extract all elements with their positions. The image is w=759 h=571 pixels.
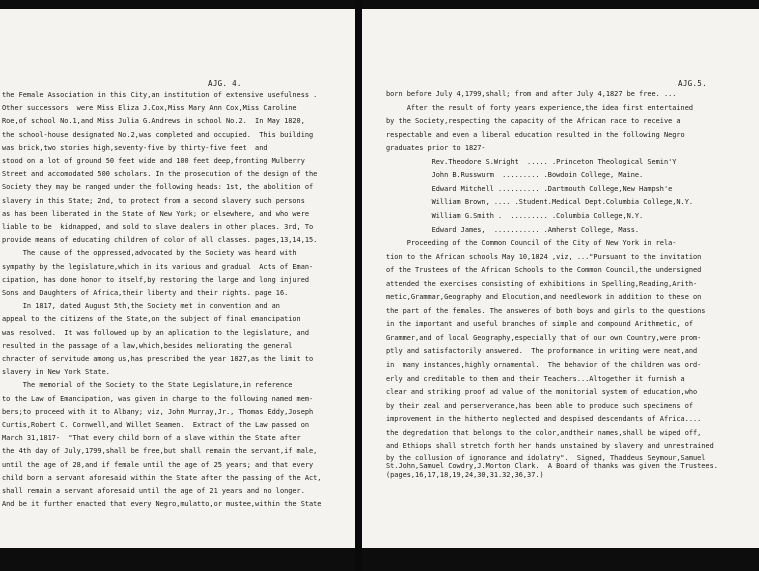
text-line: bers;to proceed with it to Albany; viz, John Murray,Jr., Thomas Eddy,Joseph	[2, 407, 314, 416]
text-line: and Ethiops shall stretch forth her hands unstained by slavery and unrestrained	[386, 442, 714, 451]
text-line: by the Society,respecting the capacity of the African race to receive a	[386, 117, 681, 126]
text-line: child born a servant aforesaid within the State after the passing of the Act,	[2, 473, 322, 482]
text-line: St.John,Samuel Cowdry,J.Morton Clark. A Board of thanks was given the Trustees.	[386, 462, 718, 471]
text-line: Curtis,Robert C. Cornwell,and Willet Seamen. Extract of the Law passed on	[2, 421, 309, 429]
text-line: Roe,of school No.1,and Miss Julia G.Andrews in school No.2. In May 1820,	[2, 117, 305, 126]
text-line: the degredation that belongs to the color,andtheir names,shall be wiped off,	[386, 428, 702, 437]
text-line: born before July 4,1799,shall; from and after July 4,1827 be free. ...	[386, 90, 677, 98]
text-line: the Female Association in this City,an institution of extensive usefulness .	[2, 91, 318, 99]
text-line: Sons and Daughters of Africa,their liberty and their rights. page 16.	[2, 289, 289, 297]
text-line: appeal to the citizens of the State,on the subject of final emancipation	[2, 315, 301, 324]
text-line: Edward James, ........... .Amherst College, Mass.	[386, 225, 640, 234]
text-line: The cause of the oppressed,advocated by the Society was heard with	[2, 249, 297, 258]
text-line: After the result of forty years experience,the idea first entertained	[386, 103, 693, 112]
text-line: The memorial of the Society to the State Legislature,in reference	[2, 381, 293, 390]
text-line: chracter of servitude among us,has prescribed the year 1827,as the limit to	[2, 355, 314, 363]
text-line: of the Trustees of the African Schools to the Common Council,the undersigned	[386, 266, 702, 275]
text-line: Society they may be ranged under the following heads: 1st, the abolition of	[2, 183, 314, 192]
text-line: clear and striking proof ad value of the monitorial system of education,who	[386, 388, 698, 397]
text-line: by the collusion of ignorance and idolatry". Signed, Thaddeus Seymour,Samuel	[386, 453, 706, 462]
left-page	[0, 9, 355, 548]
page-header: AJG. 4.	[208, 79, 242, 88]
text-line: And be it further enacted that every Negro,mulatto,or mustee,within the State	[2, 500, 322, 509]
text-line: William G.Smith . ......... .Columbia College,N.Y.	[386, 211, 644, 220]
text-line: liable to be kidnapped, and sold to slave dealers in other places. 3rd, To	[2, 223, 314, 231]
text-line: the school-house designated No.2,was completed and occupied. This building	[2, 130, 314, 139]
text-line: attended the exercises consisting of exhibitions in Spelling,Reading,Arith-	[386, 279, 698, 288]
text-line: respectable and even a liberal education resulted in the following Negro	[386, 130, 685, 139]
text-line: resulted in the passage of a law,which,besides meliorating the general	[2, 341, 293, 350]
text-line: was resolved. It was followed up by an aplication to the legislature, and	[2, 328, 309, 337]
text-line: tion to the African schools May 10,1824 ,viz, ..."Pursuant to the invitation	[386, 252, 702, 261]
page-gutter	[355, 0, 362, 571]
text-line: Other successors were Miss Eliza J.Cox,Miss Mary Ann Cox,Miss Caroline	[2, 104, 297, 113]
text-line: March 31,1817- "That every child born of a slave within the State after	[2, 434, 301, 443]
text-line: sympathy by the legislature,which in its various and gradual Acts of Eman-	[2, 262, 314, 271]
text-line: provide means of educating children of color of all classes. pages,13,14,15.	[2, 236, 318, 245]
text-line: as has been liberated in the State of New York; or elsewhere, and who were	[2, 209, 309, 218]
text-line: stood on a lot of ground 50 feet wide and 100 feet deep,fronting Mulberry	[2, 157, 305, 165]
text-line: Rev.Theodore S.Wright ..... .Princeton Theological Semin'Y	[386, 157, 677, 166]
text-line: John B.Russwurm ......... .Bowdoin College, Maine.	[386, 171, 644, 180]
text-line: erly and creditable to them and their Teachers...Altogether it furnish a	[386, 374, 685, 383]
text-line: was brick,two stories high,seventy-five by thirty-five feet and	[2, 143, 268, 152]
right-page	[362, 9, 759, 548]
text-line: (pages,16,17,18,19,24,30,31.32,36,37.)	[386, 470, 544, 479]
text-line: cipation, has done honor to itself,by restoring the large and long injured	[2, 275, 309, 284]
text-line: by their zeal and perserverance,has been able to produce such specimens of	[386, 401, 693, 410]
text-line: slavery in this State; 2nd, to protect from a second slavery such persons	[2, 196, 305, 205]
text-line: In 1817, dated August 5th,the Society met in convention and an	[2, 302, 280, 311]
text-line: shall remain a servant aforesaid until the age of 21 years and no longer.	[2, 487, 305, 495]
text-line: to the Law of Emancipation, was given in charge to the following named mem-	[2, 394, 314, 403]
text-line: Grammer,and of local Geography,especially that of our own Country,were prom-	[386, 333, 702, 342]
text-line: Proceeding of the Common Council of the City of New York in rela-	[386, 239, 677, 248]
text-line: the part of the females. The answeres of both boys and girls to the questions	[386, 306, 706, 315]
text-line: until the age of 28,and if female until the age of 25 years; and that every	[2, 460, 314, 469]
page-header: AJG.5.	[678, 79, 707, 88]
text-line: William Brown, .... .Student.Medical Dept.Columbia College,N.Y.	[386, 198, 693, 207]
text-line: in many instances,highly ornamental. The behavior of the children was ord-	[386, 361, 702, 369]
text-line: the 4th day of July,1799,shall be free,but shall remain the servant,if male,	[2, 447, 318, 456]
text-line: Edward Mitchell .......... .Dartmouth College,New Hampsh'e	[386, 184, 673, 193]
text-line: metic,Grammar,Geography and Elocution,and needlework in addition to these on	[386, 293, 702, 302]
text-line: graduates prior to 1827-	[386, 144, 486, 153]
text-line: slavery in New York State.	[2, 368, 110, 377]
text-line: ptly and satisfactorily answered. The proformance in writing were neat,and	[386, 347, 698, 356]
text-line: Street and accomodated 500 scholars. In the prosecution of the design of the	[2, 170, 318, 179]
text-line: improvement in the hitherto neglected and despised descendants of Africa....	[386, 415, 702, 424]
text-line: in the important and useful branches of simple and compound Arithmetic, of	[386, 320, 693, 329]
